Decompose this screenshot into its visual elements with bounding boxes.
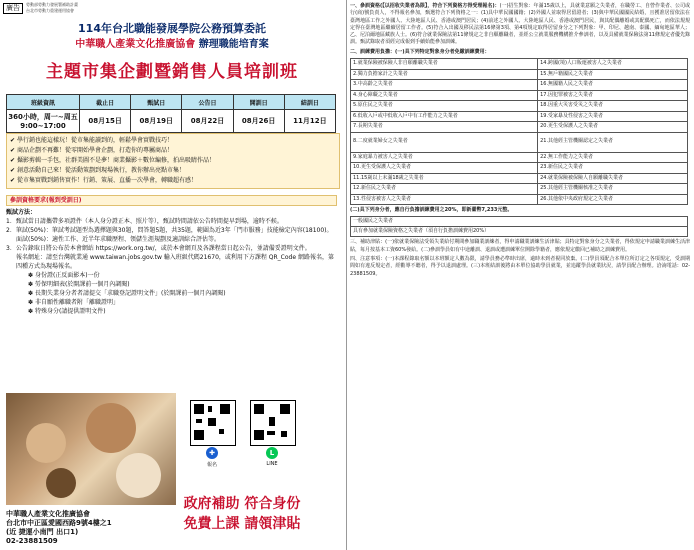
category-cell: 20.更生受保護人之失業者 <box>538 122 688 133</box>
category-cell: 22.無工作能力之失業者 <box>538 152 688 163</box>
org-address: 台北市中正區愛國西路9號4樓之1 <box>6 519 112 527</box>
title-line2 <box>0 35 344 50</box>
date-exam: 08月19日 <box>131 110 182 133</box>
promo-list <box>6 133 340 189</box>
category-cell: 16.無國籍人民之失業者 <box>538 80 688 91</box>
date-start: 08月26日 <box>233 110 284 133</box>
section4: 四、注意事項：(一)本課程錄取名額以本班額定人數為限，請學員務必準時出席，逾時未到者視同放棄。(二)學員須配合本單位所訂定之各項規定，受訓期間如有違反規定者，經勸導不聽者，得予以退訓處理。(三)本班結訓後將由本單位協助學員就業，並追蹤學員就業狀況，請學員配合辦理。洽詢電話：02-23881509。 <box>350 255 690 277</box>
qr-label-signup: 報名 <box>206 462 217 468</box>
category-cell: 26.其他依中央政府規定之失業者 <box>538 194 688 205</box>
date-deadline: 08月15日 <box>80 110 131 133</box>
category-cell: 15.無戶籍國民之失業者 <box>538 69 688 80</box>
schedule-header: 截止日 <box>80 95 131 110</box>
category-cell: 21.其他經主管機關認定之失業者 <box>538 132 688 152</box>
category-cell: 2.獨力負擔家計之失業者 <box>351 69 538 80</box>
category-cell: 4.身心障礙之失業者 <box>351 90 538 101</box>
course-title: 主題市集企劃暨銷售人員培訓班 <box>46 62 298 82</box>
promo-item: ✔ 商品企劃不再難！從零開始學會企劃，打造你的專屬商品！ <box>10 147 173 154</box>
category-cell: 19.受家暴及性侵害之失業者 <box>538 111 688 122</box>
category-cell: 5.原住民之失業者 <box>351 101 538 112</box>
category-cell: 24.就業保險被保險人自願離職失業者 <box>538 173 688 184</box>
category-cell: 9.家庭暴力被害人之失業者 <box>351 152 538 163</box>
category-cell: 1.就業保險被保險人非自願離職失業者 <box>351 59 538 70</box>
qualification-title: 參訓資格要求(報到受訓日) <box>6 195 337 206</box>
section2-title: 二、訓練費用負擔：(一)具下列特定對象身分者免繳訓練費用： <box>350 48 490 55</box>
category-cell: 10.更生受保護人之失業者 <box>351 163 538 174</box>
note-1: 1．甄試當日請攜帶多項證件（本人身分證正本、照片等），甄試時間請依公告時間提早到場，逾時不候。 <box>6 218 283 225</box>
notes-title: 甄試方法： <box>6 209 37 216</box>
percentage-table <box>350 216 688 237</box>
title-org: 中華職人產業文化推廣協會 <box>75 39 196 50</box>
note-4: 3．公告錄取日將公布於本會網站 https://work.org.tw/，或於本會網頁及各課程當日起公告，並請備妥證明文件。 <box>6 245 311 252</box>
note-8: ✽ 長期失業身分者者請提交「求職登記證明文件」(於開課前一個月內調閱) <box>28 290 226 297</box>
schedule-header: 班級資訊 <box>7 95 80 110</box>
schedule-header: 公告日 <box>182 95 233 110</box>
pct-row: 具有參加就業保險資格之失業者（須自行負擔訓練費用20%） <box>351 227 688 237</box>
category-cell: 17.因犯罪被害之失業者 <box>538 90 688 101</box>
section1-body: (一)招生對象：年滿15歲以上，具就業意願之失業者，在職勞工、自營作業者、公司或行(商)號負責人，不得報名參加，甄選符合下列資格之一：(1)具中華民國國籍；(2)外國人並取得居留證者；(3)與中華民國國民結婚，且獲准居留依法在臺灣地區工作之外國人、大陸地區人民、香港或澳門居民；(4)前述之外國人、大陸地區人民、香港或澳門居民，與其配偶離婚或其配偶死亡，而依法規規定得在臺灣地區繼續居留工作者。(5)符合入出國及移民法第16條第3項、第4項規定取得居留身分之下列對象：甲、印尼、越南、泰國、緬甸地區華人；乙、尼泊爾地區藏族人士。(6)符合就業保險法第11條規定之非自願離職者，並經公立就業服務機構推介參訓者，以及具備就業保險法第11條規定者優先錄訓。甄試錄取者須經完成報到手續始能參加訓練。 <box>350 3 690 46</box>
column-divider <box>346 0 347 550</box>
promo-item: ✔ 創意活動自己來！從活動策劃到現場執行，教你辦出亮點市集！ <box>10 167 185 174</box>
org-name: 中華職人產業文化推廣協會 <box>6 510 90 518</box>
schedule-header: 開訓日 <box>233 95 284 110</box>
signup-icon: ✚ <box>206 447 218 459</box>
qr-label-line: LINE <box>266 461 278 467</box>
note-9: ✽ 非自願性離職者附「離職證明」 <box>28 299 119 306</box>
title-rest: 辦理職能培育案 <box>198 39 269 50</box>
promo-item: ✔ 從市集實戰到銷售實作！行銷、策展、直播一次學會，轉職超有感！ <box>10 177 197 184</box>
org-phone: 02-23881509 <box>6 537 58 545</box>
line-qr-code[interactable] <box>250 400 296 446</box>
date-announce: 08月22日 <box>182 110 233 133</box>
signup-qr-code[interactable] <box>190 400 236 446</box>
org-address2: (近 捷運小南門 出口1) <box>6 528 79 536</box>
category-cell: 11.15歲以上未滿18歲之失業者 <box>351 173 538 184</box>
note-5: 報名網址：請至台灣就業通 www.taiwan.jobs.gov.tw 輸入班級代碼21670，或利用下方課程 QR_Code 網路報名，第四種方式為現場報名。 <box>16 254 334 270</box>
header-small-1: 勞動部勞動力發展署補助計畫 <box>26 2 78 7</box>
category-cell: 14.跨國(境)人口販運被害人之失業者 <box>538 59 688 70</box>
market-photo <box>6 393 176 505</box>
slogan: 政府補助 符合身份 免費上課 請領津貼 <box>183 496 301 532</box>
category-cell: 18.因重大災害受災之失業者 <box>538 101 688 112</box>
category-cell: 3.中高齡之失業者 <box>351 80 538 91</box>
note-2: 2．筆試(50%)：筆試考試題型為選擇題與30題，問答題5題，共35題，範圍為近3年「門市服務」技能檢定內容(18100)。 <box>6 227 333 234</box>
note-7: ✽ 勞保明細表(於開課前一個月內調閱) <box>28 281 130 288</box>
section1-title: 一、參訓資格(【以招收失業者為限】，符合下列資格方得受理報名)： <box>350 3 500 9</box>
schedule-header: 甄試日 <box>131 95 182 110</box>
promo-item: ✔ 學行銷也能這樣玩！從市集能讀到的，輕鬆學會實戰技巧！ <box>10 137 173 144</box>
category-cell: 8.二度就業婦女之失業者 <box>351 132 538 152</box>
category-cell: 13.性侵害被害人之失業者 <box>351 194 538 205</box>
section3: 三、補助津貼：(一)依就業保險法受領失業給付期間參加職業訓練者，得申請職業訓練生活津貼；具特定對象身分之失業者，得依規定申請職業訓練生活津貼，每月按基本工資60%發給。(二)參訓學員如有中途離訓、退訓或遭訓練單位開除學籍者，應依規定繳回已補助之訓練費用。 <box>350 239 690 253</box>
right-panel <box>350 3 690 278</box>
pct-row: 一般國民之失業者 <box>351 217 688 227</box>
org-info <box>6 510 112 546</box>
line-icon: L <box>266 447 278 459</box>
category-cell: 23.新住民之失業者 <box>538 163 688 174</box>
category-cell: 12.新住民之失業者 <box>351 184 538 195</box>
note-6: ✽ 身份證(正反面影本)一份 <box>28 272 100 279</box>
category-cell: 6.低收入戶或中低收入戶中有工作能力之失業者 <box>351 111 538 122</box>
schedule-header: 結訓日 <box>284 95 335 110</box>
title-line1: 114年台北職能發展學院公務預算委託 <box>78 22 266 35</box>
header-small-2: 台北市勞動力重建運用協會 <box>26 8 74 13</box>
date-end: 11月12日 <box>284 110 335 133</box>
promo-item: ✔ 攝影剪輯一手包，社群美圖不是夢！商業攝影＋數位編修，拍出吸睛作品！ <box>10 157 215 164</box>
left-panel <box>0 0 344 550</box>
categories-table <box>350 58 688 205</box>
note-3: 面試(50%)：適性工作、近半年求職歷程、領儲生涯規劃及適訓綜合評估等。 <box>16 236 221 243</box>
category-cell: 7.長期失業者 <box>351 122 538 133</box>
section2b: (二)具下列身分者，應自行負擔訓練費用之20%，即新臺幣7,233元整。 <box>350 207 513 214</box>
ad-tag: 廣告 <box>3 3 23 14</box>
class-info: 360小時，周一~周五 9:00~17:00 <box>7 110 80 133</box>
category-cell: 25.其他經主管機關核准之失業者 <box>538 184 688 195</box>
schedule-table <box>6 94 336 133</box>
note-10: ✽ 特殊身分(請提供證明文件) <box>28 308 106 315</box>
notes-block <box>6 208 336 316</box>
